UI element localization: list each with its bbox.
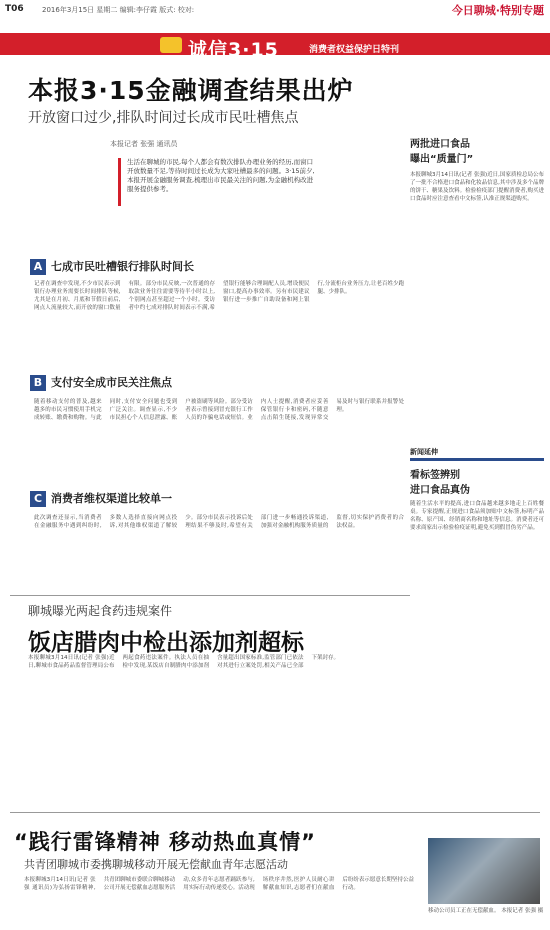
banner-subtitle: 消费者权益保护日特刊 xyxy=(309,45,400,55)
story2-kicker: 聊城曝光两起食药违规案件 xyxy=(28,604,173,618)
sidebar-body-1: 本报聊城3月14日讯(记者 张强)近日,国家质检总局公布了一批不合格进口食品和化妆品信息,其中涉及多个品牌的饼干、糖果及饮料。检验检疫部门提醒消费者,购买进口食品时应注意查看中文标签,认准正规渠道购买。 xyxy=(410,172,544,202)
sidebar-body-2: 随着生活水平的提高,进口食品越来越多地走上百姓餐桌。专家提醒,正规进口食品须加贴中文标签,标明产品名称、原产国、经销商名称和地址等信息。消费者还可要求商家出示检验检疫证明,避免买到假冒伪劣产品。 xyxy=(410,501,544,531)
banner-title: 诚信3·15 xyxy=(188,39,279,61)
sidebar-headline-4: 进口食品真伪 xyxy=(410,485,470,496)
section-c-title xyxy=(30,490,172,508)
sidebar-headline-3: 看标签辨别 xyxy=(410,470,460,481)
sidebar-headline-2: 曝出“质量门” xyxy=(410,154,474,165)
issue-meta: 2016年3月15日 星期二 编辑:李仔霞 版式: 校对: xyxy=(42,6,195,14)
page-number: T06 xyxy=(5,4,24,14)
section-a-letter: A xyxy=(30,259,46,275)
lead-byline: 本报记者 张强 通讯员 xyxy=(110,140,178,148)
story3-caption: 移动公司员工正在无偿献血。 本报记者 张强 摄 xyxy=(428,908,544,914)
section-b-title xyxy=(30,374,172,392)
section-a-body: 记者在调查中发现,不少市民表示到银行办理业务需要长时间排队等候,尤其是在月初、月底和节假日前后,网点人流量较大,而开放的窗口数量有限。部分市民反映,一次普通的存取款业务往往需要等待半小时以上,个别网点甚至超过一个小时。受访者中约七成对排队时间表示不满,希望银行能够合理调配人员,增设便民窗口,提高办事效率。另有市民建议银行进一步推广自助设备和网上银行,分流柜台业务压力,让老百姓少跑腿、少排队。 xyxy=(34,281,404,311)
section-c-letter: C xyxy=(30,491,46,507)
sidebar-column xyxy=(410,135,544,421)
story3-body: 本报聊城3月14日讯(记者 张强 通讯员)为弘扬雷锋精神,共青团聊城市委联合聊城移动公司开展无偿献血志愿服务活动,众多青年志愿者踊跃参与,用实际行动传递爱心。活动现场秩序井然,医护人员耐心讲解献血知识,志愿者们在献血后纷纷表示愿意长期坚持公益行动。 xyxy=(24,877,414,891)
lead-deck: 开放窗口过少,排队时间过长成市民吐槽焦点 xyxy=(28,110,299,126)
section-a-title xyxy=(30,258,194,276)
section-c-body: 此次调查还显示,当消费者在金融服务中遇到纠纷时,多数人选择直接向网点投诉,对其他维权渠道了解较少。部分市民表示投诉后处理结果不够及时,希望有关部门进一步畅通投诉渠道,加强对金融机构服务质量的监督,切实保护消费者的合法权益。 xyxy=(34,515,404,529)
divider xyxy=(10,595,410,596)
lead-headline: 本报3·15金融调查结果出炉 xyxy=(28,76,354,105)
story2-headline: 饭店腊肉中检出添加剂超标 xyxy=(28,630,304,656)
section-b-label: 支付安全成市民关注焦点 xyxy=(51,376,172,389)
sidebar-headline-1: 两批进口食品 xyxy=(410,139,470,150)
story2-body: 本报聊城3月14日讯(记者 张强)近日,聊城市食品药品监督管理局公布两起食药违法案件。执法人员在抽检中发现,某饭店自制腊肉中添加剂含量超出国家标准,监管部门已依法对其进行立案处罚,相关产品已全部下架封存。 xyxy=(28,655,340,669)
heart-icon xyxy=(160,37,182,53)
section-b-letter: B xyxy=(30,375,46,391)
special-banner xyxy=(0,22,550,62)
section-a-label: 七成市民吐槽银行排队时间长 xyxy=(51,260,194,273)
story3-headline: “践行雷锋精神 移动热血真情” xyxy=(14,830,316,854)
newsflash-label: 新闻延伸 xyxy=(410,448,438,456)
divider-2 xyxy=(10,812,540,813)
newspaper-logo: 今日聊城·特别专题 xyxy=(451,4,544,17)
page-header xyxy=(0,0,550,18)
section-c-label: 消费者维权渠道比较单一 xyxy=(51,492,172,505)
lead-intro: 生活在聊城的市民,每个人都会有数次排队办理业务的经历,而窗口开放数量不足,等待时间过长成为大家吐槽最多的问题。3·15前夕,本报开展金融服务调查,梳理出市民最关注的问题,为金融机构改进服务提供参考。 xyxy=(118,158,317,206)
sidebar-rule xyxy=(410,458,544,461)
section-b-body: 随着移动支付的普及,越来越多的市民习惯使用手机完成转账、缴费和购物。与此同时,支付安全问题也受到广泛关注。调查显示,不少市民担心个人信息泄露、账户被盗刷等风险。部分受访者表示曾接到冒充银行工作人员的诈骗电话或短信。业内人士提醒,消费者应妥善保管银行卡和密码,不随意点击陌生链接,发现异常交易及时与银行联系并报警处理。 xyxy=(34,399,404,421)
story3-photo xyxy=(428,838,540,904)
story3-deck: 共青团聊城市委携聊城移动开展无偿献血青年志愿活动 xyxy=(24,858,288,871)
